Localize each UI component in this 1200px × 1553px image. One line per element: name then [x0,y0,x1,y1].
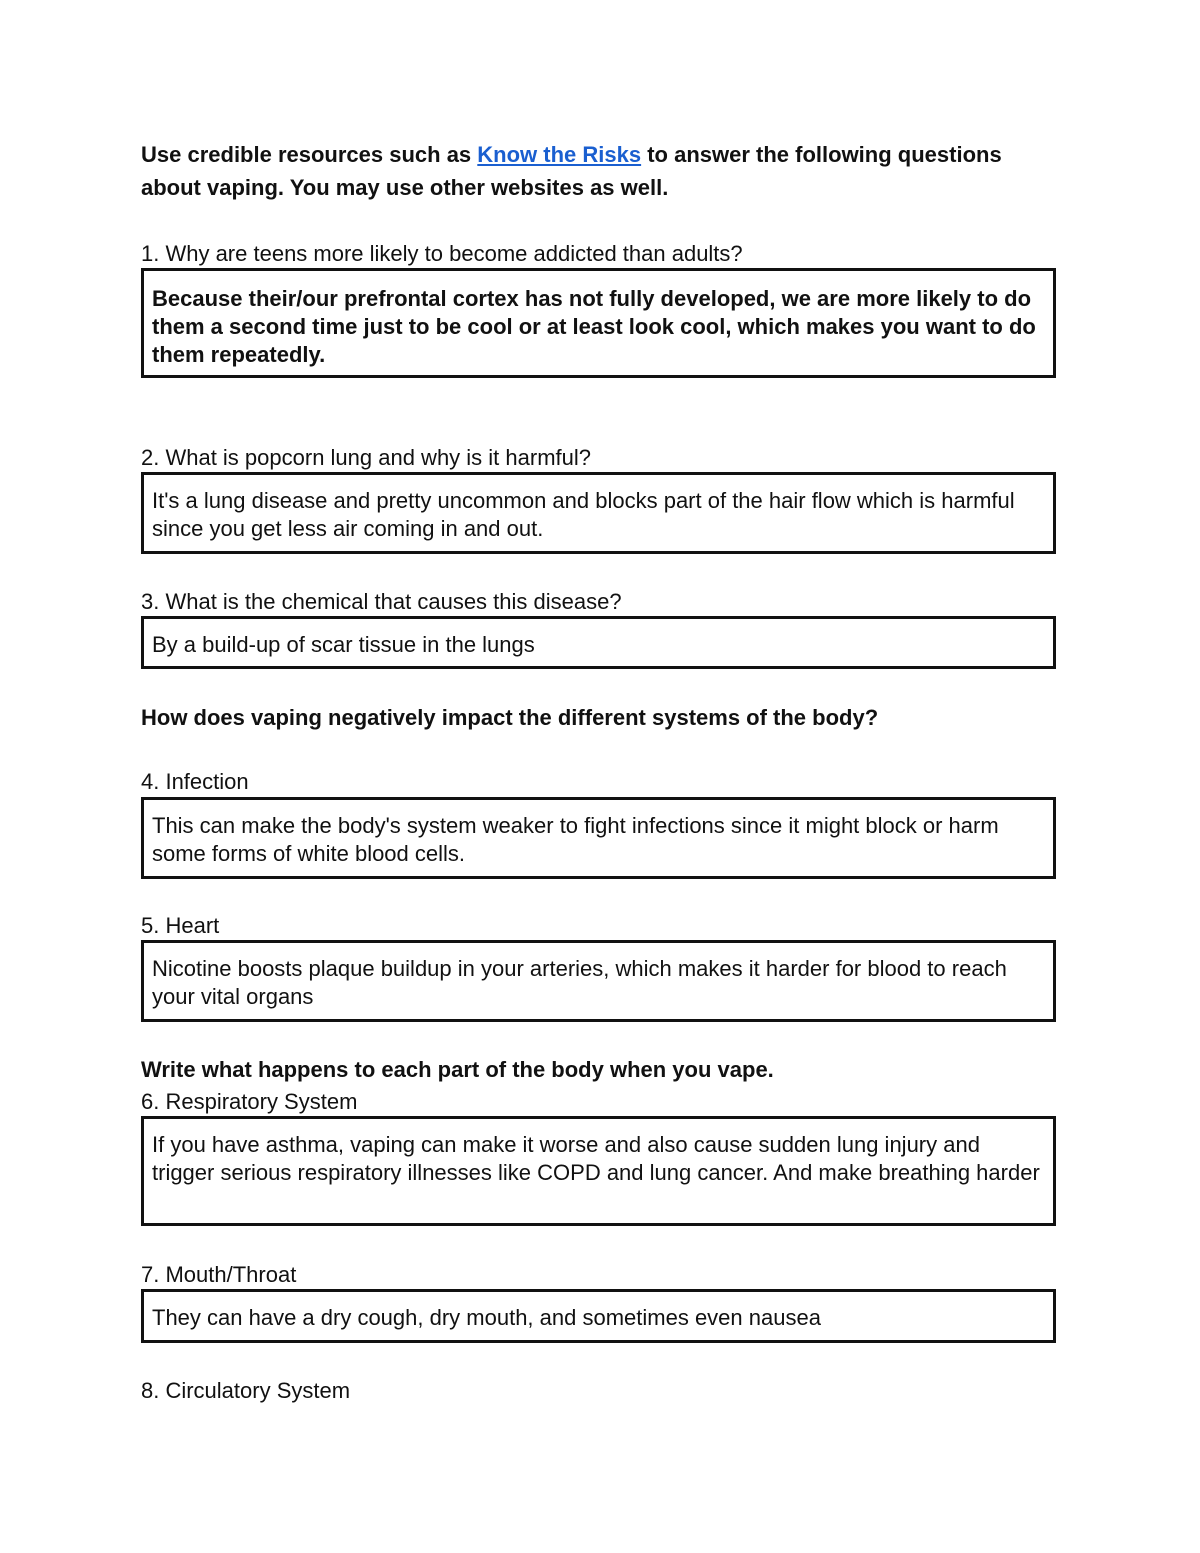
question-1-label: 1. Why are teens more likely to become addicted than adults? [141,241,743,266]
answer-5-box[interactable]: Nicotine boosts plaque buildup in your arteries, which makes it harder for blood to reach your vital organs [141,940,1056,1022]
body-systems-heading: How does vaping negatively impact the different systems of the body? [141,705,879,730]
question-2-label: 2. What is popcorn lung and why is it harmful? [141,445,592,470]
answer-7-box[interactable]: They can have a dry cough, dry mouth, and sometimes even nausea [141,1289,1056,1343]
answer-6-box[interactable]: If you have asthma, vaping can make it worse and also cause sudden lung injury and trigger serious respiratory illnesses like COPD and lung cancer. And make breathing harder [141,1116,1056,1226]
intro-text-after: to answer the following questions about vaping. You may use other websites as well. [141,142,1002,200]
question-7-label: 7. Mouth/Throat [141,1262,297,1287]
question-3-label: 3. What is the chemical that causes this disease? [141,589,622,614]
answer-1-box[interactable]: Because their/our prefrontal cortex has not fully developed, we are more likely to do them a second time just to be cool or at least look cool, which makes you want to do them repeatedly. [141,268,1056,378]
question-8-label: 8. Circulatory System [141,1378,351,1403]
question-6-label: 6. Respiratory System [141,1089,358,1114]
question-5-label: 5. Heart [141,913,220,938]
intro-paragraph [141,138,1041,204]
body-parts-heading: Write what happens to each part of the body when you vape. [141,1057,774,1082]
answer-4-box[interactable]: This can make the body's system weaker to fight infections since it might block or harm some forms of white blood cells. [141,797,1056,879]
intro-text-before: Use credible resources such as [141,142,478,167]
question-4-label: 4. Infection [141,769,249,794]
know-the-risks-link[interactable]: Know the Risks [477,142,642,167]
answer-3-box[interactable]: By a build-up of scar tissue in the lungs [141,616,1056,669]
answer-2-box[interactable]: It's a lung disease and pretty uncommon and blocks part of the hair flow which is harmful since you get less air coming in and out. [141,472,1056,554]
